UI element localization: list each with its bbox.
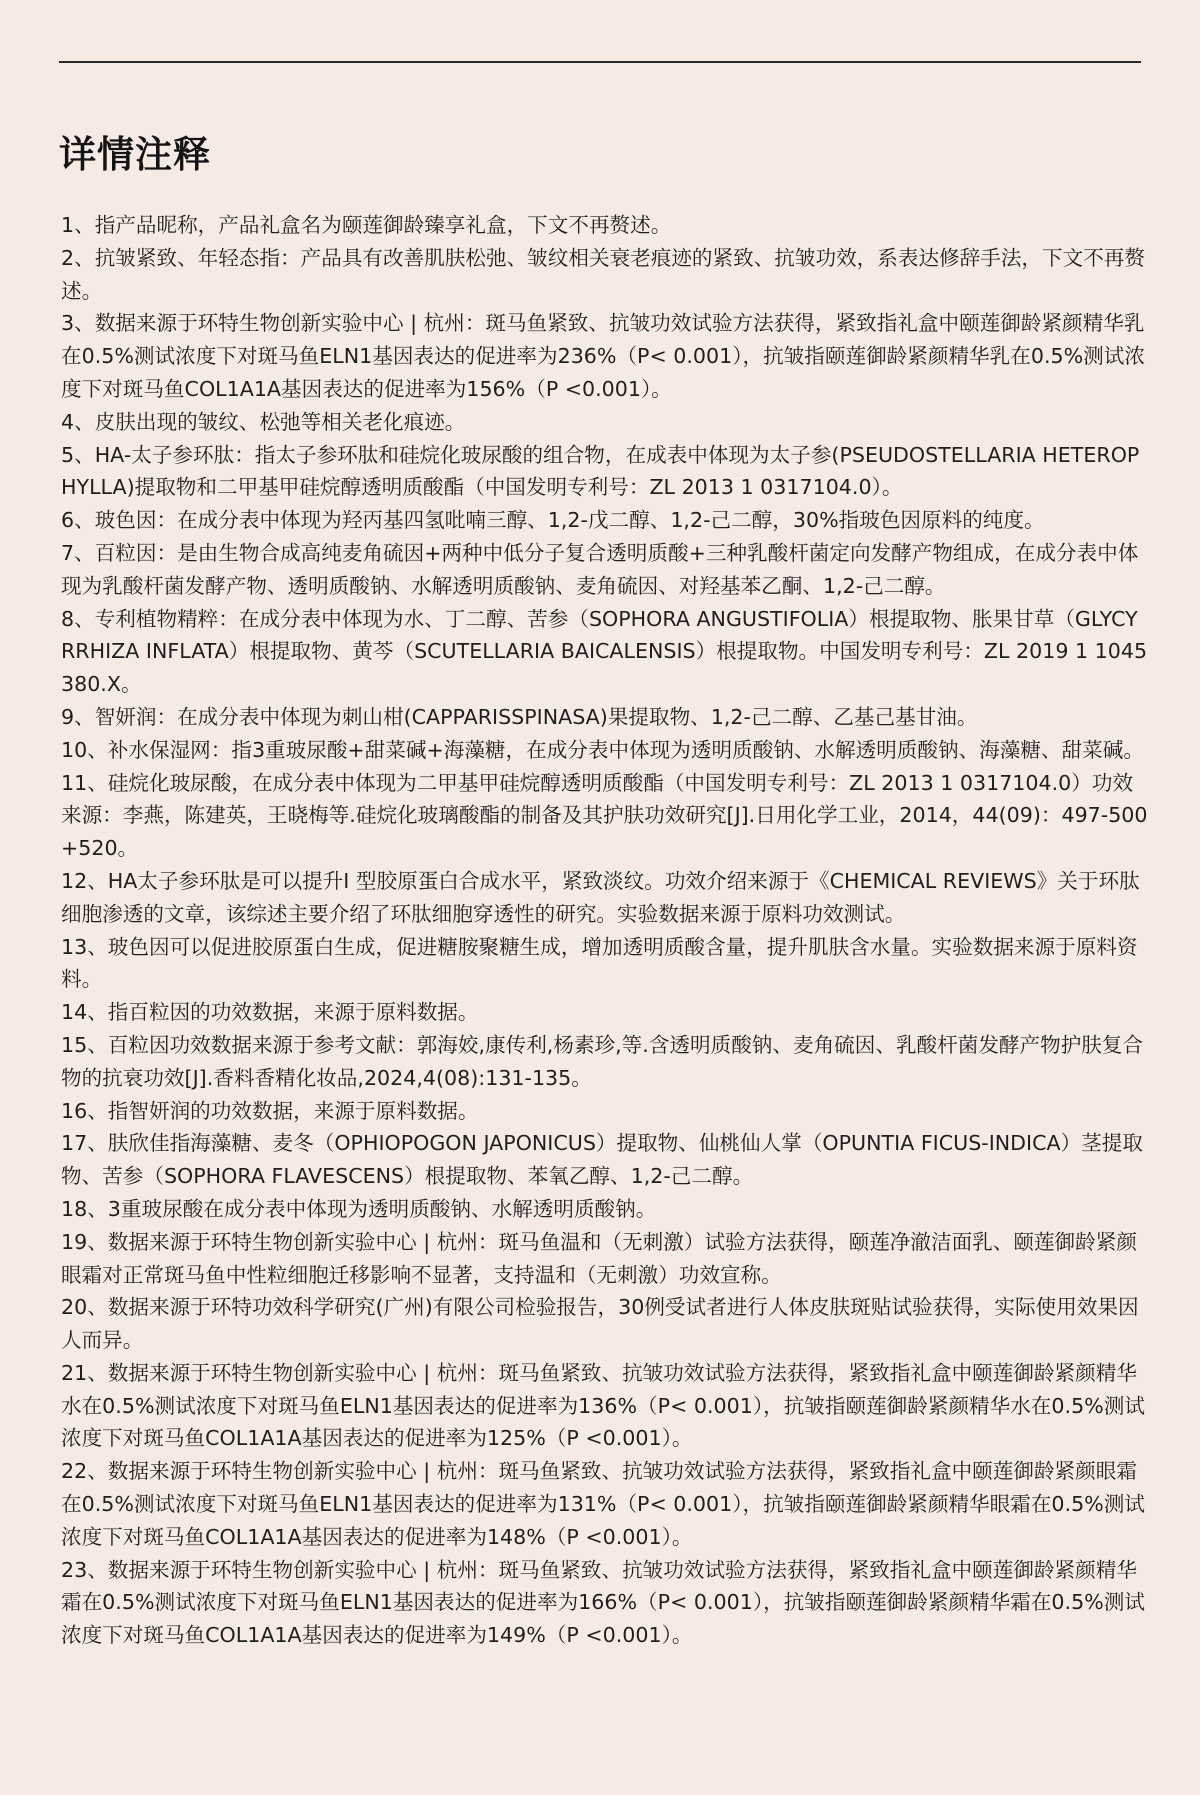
note-item: 23、数据来源于环特生物创新实验中心 | 杭州：斑马鱼紧致、抗皱功效试验方法获得，紧致指礼盒中颐莲御龄紧颜精华霜在0.5%测试浓度下对斑马鱼ELN1基因表达的促进率为166%（P< 0.001），抗皱指颐莲御龄紧颜精华霜在0.5%测试浓度下对斑马鱼COL1A1A基因表达的促进率为149%（P <0.001）。 xyxy=(61,1557,1145,1648)
note-item: 5、HA-太子参环肽：指太子参环肽和硅烷化玻尿酸的组合物，在成表中体现为太子参(PSEUDOSTELLARIA HETEROPHYLLA)提取物和二甲基甲硅烷醇透明质酸酯（中国发明专利号：ZL 2013 1 0317104.0）。 xyxy=(61,442,1140,500)
note-item: 21、数据来源于环特生物创新实验中心 | 杭州：斑马鱼紧致、抗皱功效试验方法获得，紧致指礼盒中颐莲御龄紧颜精华水在0.5%测试浓度下对斑马鱼ELN1基因表达的促进率为136%（P< 0.001），抗皱指颐莲御龄紧颜精华水在0.5%测试浓度下对斑马鱼COL1A1A基因表达的促进率为125%（P <0.001）。 xyxy=(61,1360,1145,1451)
note-item: 12、HA太子参环肽是可以提升I 型胶原蛋白合成水平，紧致淡纹。功效介绍来源于《CHEMICAL REVIEWS》关于环肽细胞渗透的文章，该综述主要介绍了环肽细胞穿透性的研究。实验数据来源于原料功效测试。 xyxy=(61,868,1140,926)
note-item: 17、肤欣佳指海藻糖、麦冬（OPHIOPOGON JAPONICUS）提取物、仙桃仙人掌（OPUNTIA FICUS-INDICA）茎提取物、苦参（SOPHORA FLAVESCENS）根提取物、苯氧乙醇、1,2-己二醇。 xyxy=(61,1131,1143,1189)
note-item: 6、玻色因：在成分表中体现为羟丙基四氢吡喃三醇、1,2-戊二醇、1,2-己二醇，30%指玻色因原料的纯度。 xyxy=(61,508,1045,533)
note-item: 11、硅烷化玻尿酸，在成分表中体现为二甲基甲硅烷醇透明质酸酯（中国发明专利号：ZL 2013 1 0317104.0）功效来源：李燕，陈建英，王晓梅等.硅烷化玻璃酸酯的制备及其护肤功效研究[J].日用化学工业，2014，44(09)：497-500+520。 xyxy=(61,770,1148,861)
note-item: 1、指产品昵称，产品礼盒名为颐莲御龄臻享礼盒，下文不再赘述。 xyxy=(61,213,672,237)
notes-list xyxy=(61,209,1151,1652)
note-item: 14、指百粒因的功效数据，来源于原料数据。 xyxy=(61,1000,479,1025)
note-item: 16、指智妍润的功效数据，来源于原料数据。 xyxy=(61,1098,479,1123)
note-item: 20、数据来源于环特功效科学研究(广州)有限公司检验报告，30例受试者进行人体皮肤斑贴试验获得，实际使用效果因人而异。 xyxy=(61,1295,1139,1353)
top-divider xyxy=(59,61,1141,63)
note-item: 13、玻色因可以促进胶原蛋白生成，促进糖胺聚糖生成，增加透明质酸含量，提升肌肤含水量。实验数据来源于原料资料。 xyxy=(61,934,1138,992)
note-item: 18、3重玻尿酸在成分表中体现为透明质酸钠、水解透明质酸钠。 xyxy=(61,1196,657,1221)
note-item: 19、数据来源于环特生物创新实验中心 | 杭州：斑马鱼温和（无刺激）试验方法获得，颐莲净澈洁面乳、颐莲御龄紧颜眼霜对正常斑马鱼中性粒细胞迁移影响不显著，支持温和（无刺激）功效宣称。 xyxy=(61,1229,1137,1287)
note-item: 3、数据来源于环特生物创新实验中心 | 杭州：斑马鱼紧致、抗皱功效试验方法获得，紧致指礼盒中颐莲御龄紧颜精华乳在0.5%测试浓度下对斑马鱼ELN1基因表达的促进率为236%（P< 0.001），抗皱指颐莲御龄紧颜精华乳在0.5%测试浓度下对斑马鱼COL1A1A基因表达的促进率为156%（P <0.001）。 xyxy=(61,311,1145,401)
note-item: 15、百粒因功效数据来源于参考文献：郭海姣,康传利,杨素珍,等.含透明质酸钠、麦角硫因、乳酸杆菌发酵产物护肤复合物的抗衰功效[J].香料香精化妆品,2024,4(08):131-135。 xyxy=(61,1032,1144,1090)
note-item: 8、专利植物精粹：在成分表中体现为水、丁二醇、苦参（SOPHORA ANGUSTIFOLIA）根提取物、胀果甘草（GLYCYRRHIZA INFLATA）根提取物、黄芩（SCUTELLARIA BAICALENSIS）根提取物。中国发明专利号：ZL 2019 1 1045380.X。 xyxy=(61,606,1148,697)
note-item: 4、皮肤出现的皱纹、松弛等相关老化痕迹。 xyxy=(61,409,466,434)
note-item: 22、数据来源于环特生物创新实验中心 | 杭州：斑马鱼紧致、抗皱功效试验方法获得，紧致指礼盒中颐莲御龄紧颜眼霜在0.5%测试浓度下对斑马鱼ELN1基因表达的促进率为131%（P< 0.001），抗皱指颐莲御龄紧颜精华眼霜在0.5%测试浓度下对斑马鱼COL1A1A基因表达的促进率为148%（P <0.001）。 xyxy=(61,1459,1145,1549)
note-item: 9、智妍润：在成分表中体现为刺山柑(CAPPARISSPINASA)果提取物、1,2-己二醇、乙基己基甘油。 xyxy=(61,704,978,729)
page-title: 详情注释 xyxy=(59,133,211,176)
note-item: 2、抗皱紧致、年轻态指：产品具有改善肌肤松弛、皱纹相关衰老痕迹的紧致、抗皱功效，系表达修辞手法，下文不再赘述。 xyxy=(61,245,1145,303)
note-item: 7、百粒因：是由生物合成高纯麦角硫因+两种中低分子复合透明质酸+三种乳酸杆菌定向发酵产物组成，在成分表中体现为乳酸杆菌发酵产物、透明质酸钠、水解透明质酸钠、麦角硫因、对羟基苯乙酮、1,2-己二醇。 xyxy=(61,540,1139,598)
note-item: 10、补水保湿网：指3重玻尿酸+甜菜碱+海藻糖，在成分表中体现为透明质酸钠、水解透明质酸钠、海藻糖、甜菜碱。 xyxy=(61,737,1144,762)
